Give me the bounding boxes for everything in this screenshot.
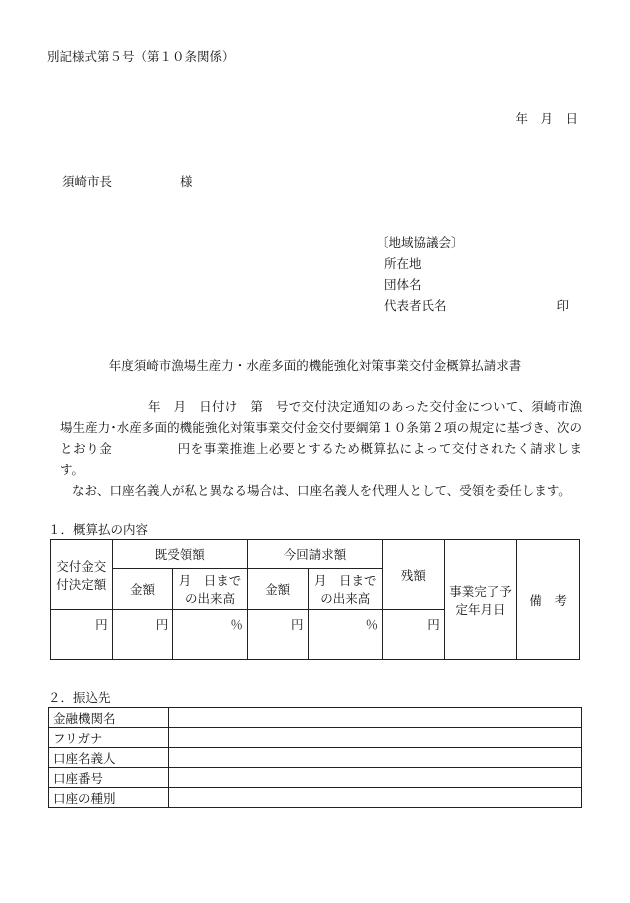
bank-value-cell — [169, 728, 582, 748]
bank-row-label: フリガナ — [49, 728, 169, 748]
cell-received-percent: ％ — [173, 610, 248, 660]
header-this-request: 今回請求額 — [247, 540, 382, 569]
bank-row-label: 口座番号 — [49, 768, 169, 788]
applicant-block — [376, 232, 570, 316]
bank-row-label: 口座の種別 — [49, 788, 169, 808]
cell-request-percent: ％ — [308, 610, 383, 660]
body-text — [60, 396, 582, 501]
form-number-label: 別記様式第５号（第１０条関係） — [47, 49, 235, 64]
header-decided-amount: 交付金交付決定額 — [51, 540, 113, 610]
bank-value-cell — [169, 748, 582, 768]
cell-decided-yen: 円 — [51, 610, 113, 660]
document-title: 年度須崎市漁場生産力・水産多面的機能強化対策事業交付金概算払請求書 — [108, 358, 522, 373]
cell-request-yen: 円 — [247, 610, 308, 660]
header-received: 既受領額 — [112, 540, 247, 569]
bank-value-cell — [169, 788, 582, 808]
cell-received-yen: 円 — [112, 610, 173, 660]
bank-table — [48, 707, 582, 808]
addressee — [62, 172, 193, 190]
bank-row-label: 金融機関名 — [49, 708, 169, 728]
header-request-progress: 月 日までの出来高 — [308, 569, 383, 610]
cell-balance-yen: 円 — [383, 610, 445, 660]
applicant-address-label: 所在地 — [384, 256, 422, 271]
bank-row-label: 口座名義人 — [49, 748, 169, 768]
header-received-progress: 月 日までの出来高 — [173, 569, 248, 610]
section2-title: ２．振込先 — [48, 690, 111, 705]
seal-mark: 印 — [556, 298, 570, 313]
body-paragraph-2: なお、口座名義人が私と異なる場合は、口座名義人を代理人として、受領を委任します。 — [72, 483, 571, 498]
header-remarks: 備 考 — [517, 540, 580, 660]
bank-value-cell — [169, 768, 582, 788]
section1-title: １．概算払の内容 — [48, 522, 149, 537]
applicant-group-label: 団体名 — [384, 277, 422, 292]
addressee-name: 須崎市長 — [62, 174, 113, 189]
payment-table — [50, 539, 580, 660]
addressee-honorific: 様 — [180, 174, 193, 189]
header-completion-date: 事業完了予定年月日 — [444, 540, 517, 660]
applicant-org: 〔地域協議会〕 — [376, 235, 464, 250]
bank-value-cell — [169, 708, 582, 728]
header-received-amount: 金額 — [112, 569, 173, 610]
date-line: 年 月 日 — [515, 111, 578, 126]
applicant-representative-label: 代表者氏名 — [384, 298, 447, 313]
body-paragraph-1: 年 月 日付け 第 号で交付決定通知のあった交付金について、須崎市漁場生産力･水産多面的機能強化対策事業交付金交付要綱第１０条第２項の規定に基づき、次のとおり金 円を事業推進上必要とするため概算払によって交付されたく請求します。 — [60, 399, 582, 477]
header-balance: 残額 — [383, 540, 445, 610]
header-request-amount: 金額 — [247, 569, 308, 610]
